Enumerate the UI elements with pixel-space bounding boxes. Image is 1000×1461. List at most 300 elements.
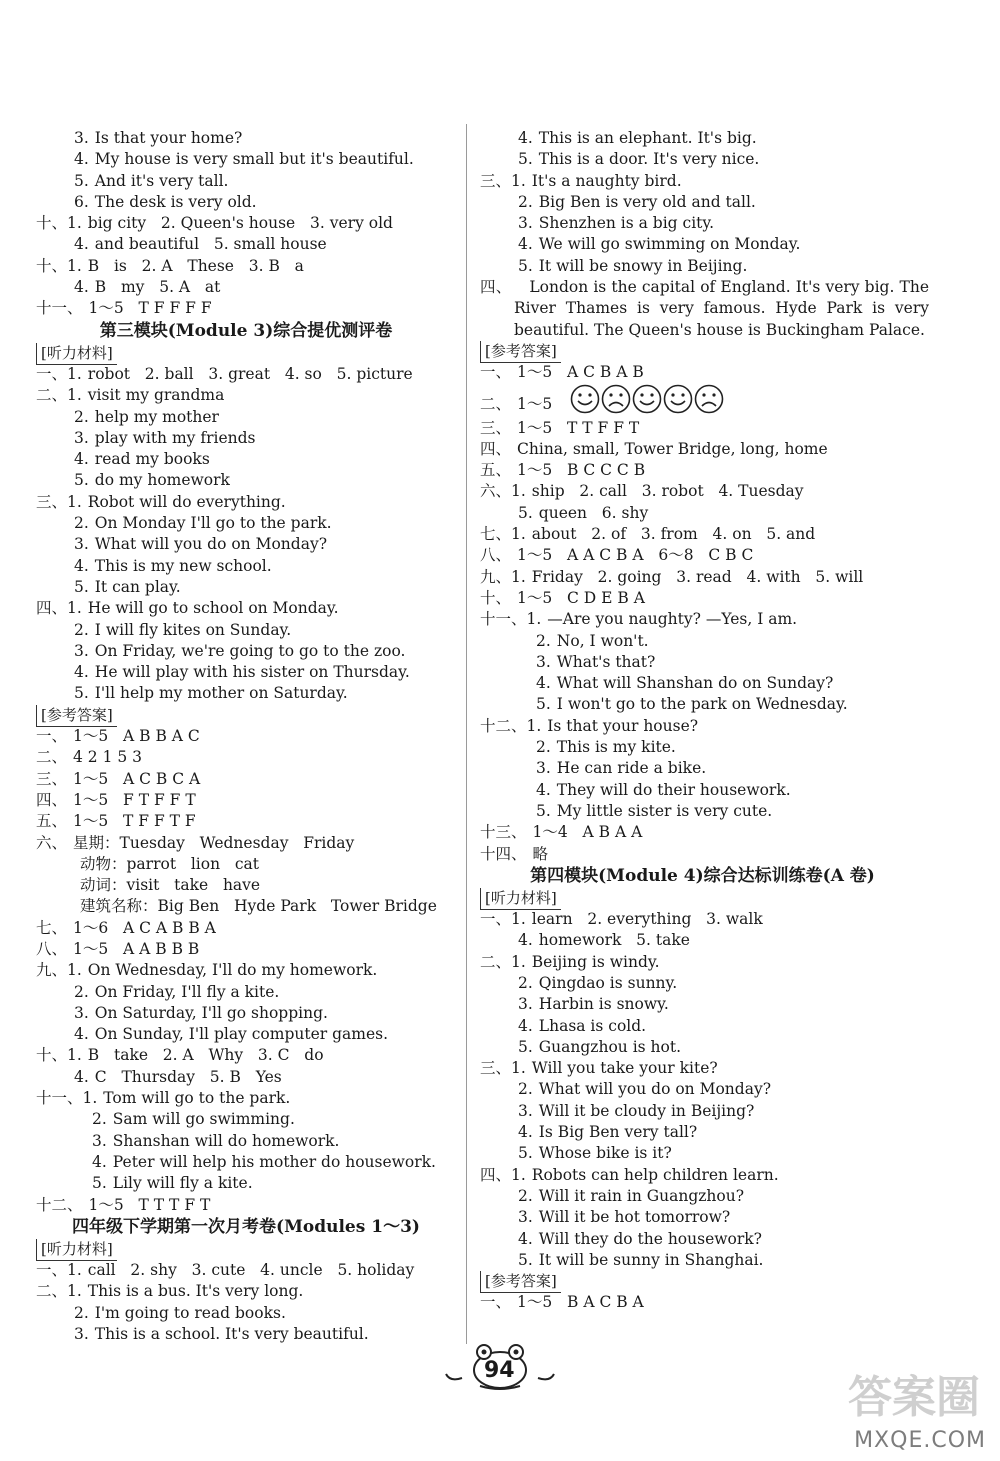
item-number: 四、 bbox=[36, 790, 68, 809]
item-number: 十一、 bbox=[36, 299, 83, 318]
item-text: It's a naughty bird. bbox=[531, 171, 682, 190]
frowny-face-icon bbox=[601, 384, 631, 414]
item-text: He will play with his sister on Thursday. bbox=[94, 663, 410, 682]
item-text: 1～5 C D E B A bbox=[517, 588, 645, 607]
item-text: B is 2. A These 3. B a bbox=[87, 256, 304, 275]
section-tag bbox=[36, 343, 456, 364]
item-text: I won't go to the park on Wednesday. bbox=[556, 695, 848, 714]
item-text: 1～4 A B A A bbox=[532, 823, 643, 842]
answer-line bbox=[480, 822, 925, 843]
item-text: On Wednesday, I'll do my homework. bbox=[87, 961, 378, 980]
item-text: big city 2. Queen's house 3. very old bbox=[87, 214, 393, 233]
item-number: 4. bbox=[74, 450, 89, 469]
item-number: 4. bbox=[74, 1025, 89, 1044]
item-number: 5. bbox=[518, 1250, 533, 1269]
item-number: 2. bbox=[74, 982, 89, 1001]
answer-line bbox=[36, 556, 456, 577]
section-tag-label: [听力材料] bbox=[36, 343, 117, 365]
answer-line bbox=[36, 620, 456, 641]
item-number: 四、1. bbox=[480, 1165, 526, 1184]
answer-line bbox=[36, 1131, 456, 1152]
answer-line bbox=[36, 1088, 456, 1109]
item-number: 5. bbox=[536, 695, 551, 714]
item-text: China, small, Tower Bridge, long, home bbox=[517, 439, 828, 458]
answer-line bbox=[480, 609, 925, 630]
answer-line bbox=[36, 769, 456, 790]
answer-line bbox=[480, 439, 925, 460]
item-number: 五、 bbox=[480, 461, 512, 480]
smiley-face-icon bbox=[663, 384, 693, 414]
answer-line bbox=[36, 1324, 456, 1345]
item-text: What will you do on Monday? bbox=[538, 1080, 772, 1099]
answer-line bbox=[480, 1186, 925, 1207]
item-number: 三、1. bbox=[480, 171, 526, 190]
item-text: This is an elephant. It's big. bbox=[538, 129, 757, 147]
item-number: 4. bbox=[74, 150, 89, 169]
section-tag bbox=[36, 705, 456, 726]
item-number: 一、 bbox=[480, 363, 512, 382]
answer-line bbox=[480, 673, 925, 694]
answer-line bbox=[36, 1109, 456, 1130]
item-text: He can ride a bike. bbox=[556, 759, 707, 778]
item-text: B take 2. A Why 3. C do bbox=[87, 1046, 324, 1065]
item-text: This is a door. It's very nice. bbox=[538, 150, 760, 169]
item-number: 六、 bbox=[36, 833, 68, 852]
section-tag-label: [听力材料] bbox=[480, 888, 561, 910]
answer-line bbox=[36, 149, 456, 170]
answer-line bbox=[36, 192, 456, 213]
answer-line bbox=[480, 460, 925, 481]
item-number: 3. bbox=[92, 1131, 107, 1150]
item-number: 4. bbox=[92, 1152, 107, 1171]
item-number: 3. bbox=[518, 1101, 533, 1120]
item-number: 2. bbox=[536, 631, 551, 650]
item-number: 九、1. bbox=[480, 567, 526, 586]
item-text: Is Big Ben very tall? bbox=[538, 1123, 698, 1142]
item-text: They will do their housework. bbox=[556, 780, 791, 799]
item-text: My little sister is very cute. bbox=[556, 801, 773, 820]
answer-line bbox=[36, 407, 456, 428]
answer-line bbox=[480, 952, 925, 973]
item-number: 一、 bbox=[480, 1293, 512, 1312]
section-title: 四年级下学期第一次月考卷(Modules 1～3) bbox=[72, 1216, 420, 1237]
item-text: This is a bus. It's very long. bbox=[87, 1282, 304, 1301]
item-number: 3. bbox=[74, 641, 89, 660]
answer-line bbox=[480, 524, 925, 545]
answer-line bbox=[36, 171, 456, 192]
answer-line bbox=[480, 844, 925, 865]
answer-line bbox=[36, 790, 456, 811]
item-text: —Are you naughty? —Yes, I am. bbox=[547, 610, 798, 629]
answer-line bbox=[480, 1165, 925, 1186]
item-text: He will go to school on Monday. bbox=[87, 599, 339, 618]
item-number: 2. bbox=[74, 514, 89, 533]
item-number: 5. bbox=[518, 1144, 533, 1163]
item-number: 3. bbox=[536, 759, 551, 778]
item-number: 十一、1. bbox=[480, 610, 542, 629]
answer-line bbox=[36, 875, 456, 896]
section-tag-label: [参考答案] bbox=[480, 341, 561, 363]
answer-line bbox=[480, 1101, 925, 1122]
item-number: 5. bbox=[74, 684, 89, 703]
answer-line bbox=[36, 277, 456, 298]
item-number: 4. bbox=[536, 674, 551, 693]
item-number: 3. bbox=[518, 1208, 533, 1227]
section-tag bbox=[480, 888, 925, 909]
item-number: 四、 bbox=[480, 439, 512, 458]
item-number: 2. bbox=[92, 1110, 107, 1129]
section-tag-label: [听力材料] bbox=[36, 1239, 117, 1261]
item-text: Will it be hot tomorrow? bbox=[538, 1208, 731, 1227]
item-number: 2. bbox=[518, 192, 533, 211]
item-text: 略 bbox=[532, 844, 549, 863]
answer-line bbox=[36, 1045, 456, 1066]
answer-line bbox=[36, 811, 456, 832]
answer-line bbox=[480, 1250, 925, 1271]
item-text: 动词：visit take have bbox=[80, 876, 261, 895]
answer-line bbox=[36, 128, 456, 149]
item-number: 一、1. bbox=[36, 1261, 82, 1280]
item-number: 3. bbox=[518, 214, 533, 233]
answer-line bbox=[36, 854, 456, 875]
answer-line bbox=[480, 780, 925, 801]
item-text: Shenzhen is a big city. bbox=[538, 214, 715, 233]
answer-line bbox=[480, 588, 925, 609]
item-number: 四、 bbox=[480, 278, 512, 297]
item-number: 十一、1. bbox=[36, 1089, 98, 1108]
item-text: Robot will do everything. bbox=[87, 492, 286, 511]
answer-line bbox=[36, 385, 456, 406]
answer-line bbox=[480, 930, 925, 951]
answer-line bbox=[480, 1207, 925, 1228]
item-number: 二、1. bbox=[36, 1282, 82, 1301]
answer-line bbox=[480, 192, 925, 213]
item-number: 十二、 bbox=[36, 1195, 83, 1214]
item-text: read my books bbox=[94, 450, 210, 469]
item-number: 十二、1. bbox=[480, 716, 542, 735]
answer-line bbox=[480, 567, 925, 588]
item-text: Beijing is windy. bbox=[531, 952, 660, 971]
item-text: 4 2 1 5 3 bbox=[73, 748, 143, 767]
answer-line bbox=[36, 364, 456, 385]
item-text: 1～5 A A C B A 6～8 C B C bbox=[517, 546, 754, 565]
answer-line bbox=[36, 896, 456, 917]
item-number: 二、 bbox=[36, 748, 68, 767]
item-text: I'll help my mother on Saturday. bbox=[94, 684, 348, 703]
smiley-face-icon bbox=[632, 384, 662, 414]
answer-line bbox=[480, 213, 925, 234]
answer-line bbox=[36, 683, 456, 704]
section-tag bbox=[480, 1271, 925, 1292]
item-number: 3. bbox=[74, 535, 89, 554]
section-title: 第三模块(Module 3)综合提优测评卷 bbox=[99, 320, 393, 341]
item-text: It will be sunny in Shanghai. bbox=[538, 1250, 764, 1269]
item-number: 三、 bbox=[480, 418, 512, 437]
answer-line bbox=[36, 1260, 456, 1281]
item-text: On Monday I'll go to the park. bbox=[94, 514, 332, 533]
item-number: 二、 bbox=[480, 394, 512, 413]
item-number: 八、 bbox=[480, 546, 512, 565]
answer-line bbox=[36, 470, 456, 491]
answer-line bbox=[36, 747, 456, 768]
answer-line bbox=[480, 149, 925, 170]
item-text: 1～5 T T T F T bbox=[88, 1195, 211, 1214]
item-number: 八、 bbox=[36, 939, 68, 958]
answer-line bbox=[480, 1229, 925, 1250]
item-text: Big Ben is very old and tall. bbox=[538, 192, 756, 211]
item-number: 5. bbox=[74, 577, 89, 596]
item-number: 二、1. bbox=[36, 386, 82, 405]
item-text: 1～6 A C A B B A bbox=[73, 918, 216, 937]
answer-line bbox=[480, 909, 925, 930]
answer-line bbox=[480, 545, 925, 566]
item-text: do my homework bbox=[94, 471, 230, 490]
answer-line bbox=[480, 128, 925, 149]
item-text: 星期：Tuesday Wednesday Friday bbox=[73, 833, 355, 852]
item-number: 五、 bbox=[36, 812, 68, 831]
item-text: Sam will go swimming. bbox=[112, 1110, 295, 1129]
answer-line bbox=[480, 171, 925, 192]
item-text: and beautiful 5. small house bbox=[94, 235, 327, 254]
item-number: 十、1. bbox=[36, 256, 82, 275]
answer-line bbox=[480, 1016, 925, 1037]
answer-line bbox=[480, 384, 925, 418]
watermark-logo: 答案圈 bbox=[848, 1372, 980, 1423]
item-text: Will it be cloudy in Beijing? bbox=[538, 1101, 755, 1120]
answer-line bbox=[480, 1143, 925, 1164]
item-text: I'm going to read books. bbox=[94, 1303, 286, 1322]
item-number: 一、 bbox=[36, 727, 68, 746]
answer-line bbox=[480, 481, 925, 502]
answer-line bbox=[36, 213, 456, 234]
answer-line bbox=[480, 1292, 925, 1313]
section-tag-label: [参考答案] bbox=[480, 1271, 561, 1293]
item-text: Tom will go to the park. bbox=[103, 1089, 291, 1108]
item-number: 三、 bbox=[36, 769, 68, 788]
answer-line bbox=[36, 960, 456, 981]
answer-line bbox=[36, 598, 456, 619]
item-text: No, I won't. bbox=[556, 631, 649, 650]
item-text: Lily will fly a kite. bbox=[112, 1174, 253, 1193]
item-text: This is my kite. bbox=[556, 738, 676, 757]
item-number: 3. bbox=[74, 428, 89, 447]
item-text: homework 5. take bbox=[538, 931, 690, 950]
item-number: 2. bbox=[518, 973, 533, 992]
section-tag bbox=[36, 1239, 456, 1260]
item-text: 1～5 bbox=[517, 394, 553, 413]
item-number: 4. bbox=[518, 129, 533, 147]
answer-line bbox=[480, 973, 925, 994]
item-text: Qingdao is sunny. bbox=[538, 973, 678, 992]
item-text: 1～5 B A C B A bbox=[517, 1293, 644, 1312]
passage-text: London is the capital of England. It's very big. The River Thames is very famous. Hyde Park is very beautiful. The Queen's house is Buckingham Palace. bbox=[514, 278, 929, 339]
section-title: 第四模块(Module 4)综合达标训练卷(A 卷) bbox=[530, 865, 875, 886]
item-number: 5. bbox=[518, 256, 533, 275]
answer-line bbox=[36, 1173, 456, 1194]
answer-line bbox=[36, 298, 456, 319]
item-number: 6. bbox=[74, 192, 89, 211]
item-text: 1～5 T F F T F bbox=[73, 812, 196, 831]
item-text: Is that your house? bbox=[547, 716, 699, 735]
item-number: 三、1. bbox=[36, 492, 82, 511]
section-tag-label: [参考答案] bbox=[36, 705, 117, 727]
item-text: Lhasa is cold. bbox=[538, 1016, 647, 1035]
item-text: Will you take your kite? bbox=[531, 1059, 718, 1078]
item-text: 1～5 B C C C B bbox=[517, 461, 646, 480]
answer-line bbox=[480, 234, 925, 255]
item-text: Friday 2. going 3. read 4. with 5. will bbox=[531, 567, 864, 586]
item-number: 十三、 bbox=[480, 823, 527, 842]
answer-line bbox=[36, 1303, 456, 1324]
answer-line bbox=[36, 492, 456, 513]
answer-line bbox=[480, 1122, 925, 1143]
answer-line bbox=[480, 418, 925, 439]
item-text: ship 2. call 3. robot 4. Tuesday bbox=[531, 482, 804, 501]
item-number: 4. bbox=[518, 931, 533, 950]
answer-line bbox=[36, 577, 456, 598]
passage bbox=[480, 277, 929, 341]
answer-line bbox=[36, 1281, 456, 1302]
item-number: 一、1. bbox=[480, 910, 526, 929]
item-number: 十四、 bbox=[480, 844, 527, 863]
item-number: 4. bbox=[518, 235, 533, 254]
item-number: 2. bbox=[518, 1186, 533, 1205]
item-number: 3. bbox=[518, 995, 533, 1014]
answer-line bbox=[480, 801, 925, 822]
item-text: Whose bike is it? bbox=[538, 1144, 672, 1163]
answer-line bbox=[36, 833, 456, 854]
answer-line bbox=[36, 1195, 456, 1216]
answer-line bbox=[480, 1079, 925, 1100]
item-text: This is a school. It's very beautiful. bbox=[94, 1325, 369, 1344]
item-number: 九、1. bbox=[36, 961, 82, 980]
item-number: 4. bbox=[74, 278, 89, 297]
answer-line bbox=[36, 428, 456, 449]
item-number: 六、1. bbox=[480, 482, 526, 501]
item-text: Peter will help his mother do housework. bbox=[112, 1152, 436, 1171]
answer-line bbox=[480, 362, 925, 383]
item-number: 5. bbox=[536, 801, 551, 820]
item-text: 1～5 T T F F T bbox=[517, 418, 640, 437]
item-text: 1～5 A C B C A bbox=[73, 769, 201, 788]
item-number: 2. bbox=[518, 1080, 533, 1099]
frowny-face-icon bbox=[694, 384, 724, 414]
item-number: 5. bbox=[518, 503, 533, 522]
item-text: learn 2. everything 3. walk bbox=[531, 910, 763, 929]
item-number: 七、 bbox=[36, 918, 68, 937]
item-text: We will go swimming on Monday. bbox=[538, 235, 801, 254]
item-number: 2. bbox=[74, 1303, 89, 1322]
item-text: Will it rain in Guangzhou? bbox=[538, 1186, 745, 1205]
answer-line bbox=[36, 939, 456, 960]
answer-line bbox=[480, 631, 925, 652]
item-text: play with my friends bbox=[94, 428, 256, 447]
item-number: 4. bbox=[74, 556, 89, 575]
answer-line bbox=[36, 641, 456, 662]
item-text: I will fly kites on Sunday. bbox=[94, 620, 292, 639]
answer-line bbox=[36, 982, 456, 1003]
answer-line bbox=[480, 737, 925, 758]
item-text: Is that your home? bbox=[94, 129, 243, 147]
item-number: 2. bbox=[536, 738, 551, 757]
answer-line bbox=[480, 694, 925, 715]
answer-line bbox=[480, 652, 925, 673]
item-number: 4. bbox=[518, 1123, 533, 1142]
item-number: 2. bbox=[74, 620, 89, 639]
item-number: 3. bbox=[74, 129, 89, 147]
item-text: The desk is very old. bbox=[94, 192, 257, 211]
item-number: 3. bbox=[74, 1325, 89, 1344]
item-number: 三、1. bbox=[480, 1059, 526, 1078]
item-text: C Thursday 5. B Yes bbox=[94, 1067, 282, 1086]
column-divider bbox=[466, 124, 467, 1344]
item-text: On Sunday, I'll play computer games. bbox=[94, 1025, 389, 1044]
item-number: 二、1. bbox=[480, 952, 526, 971]
answer-line bbox=[36, 449, 456, 470]
item-number: 2. bbox=[74, 407, 89, 426]
item-number: 3. bbox=[536, 652, 551, 671]
item-number: 一、1. bbox=[36, 364, 82, 383]
item-text: queen 6. shy bbox=[538, 503, 649, 522]
page-number: 94 bbox=[484, 1358, 515, 1383]
item-text: 1～5 A A B B B bbox=[73, 939, 200, 958]
answer-line bbox=[480, 256, 925, 277]
item-text: What will you do on Monday? bbox=[94, 535, 328, 554]
item-text: 建筑名称：Big Ben Hyde Park Tower Bridge bbox=[80, 897, 437, 916]
item-number: 十、 bbox=[480, 588, 512, 607]
answer-line bbox=[480, 503, 925, 524]
answer-line bbox=[36, 234, 456, 255]
item-text: robot 2. ball 3. great 4. so 5. picture bbox=[87, 364, 413, 383]
watermark bbox=[796, 1363, 986, 1453]
smiley-face-icon bbox=[570, 384, 600, 414]
page-number-badge bbox=[440, 1342, 560, 1392]
item-number: 4. bbox=[74, 235, 89, 254]
item-text: Robots can help children learn. bbox=[531, 1165, 779, 1184]
item-text: 1～5 T F F F F bbox=[88, 299, 212, 318]
item-text: On Saturday, I'll go shopping. bbox=[94, 1003, 328, 1022]
item-number: 5. bbox=[74, 471, 89, 490]
item-number: 七、1. bbox=[480, 525, 526, 544]
item-number: 5. bbox=[518, 1037, 533, 1056]
item-text: Guangzhou is hot. bbox=[538, 1037, 682, 1056]
item-number: 5. bbox=[74, 171, 89, 190]
item-text: B my 5. A at bbox=[94, 278, 221, 297]
item-number: 4. bbox=[74, 663, 89, 682]
item-text: Will they do the housework? bbox=[538, 1229, 762, 1248]
answer-line bbox=[36, 1003, 456, 1024]
item-text: visit my grandma bbox=[87, 386, 225, 405]
item-text: What's that? bbox=[556, 652, 656, 671]
item-number: 十、1. bbox=[36, 214, 82, 233]
item-text: 1～5 A B B A C bbox=[73, 727, 200, 746]
item-text: It can play. bbox=[94, 577, 181, 596]
answer-line bbox=[480, 1037, 925, 1058]
item-text: On Friday, we're going to go to the zoo. bbox=[94, 641, 406, 660]
item-text: about 2. of 3. from 4. on 5. and bbox=[531, 525, 816, 544]
item-number: 4. bbox=[74, 1067, 89, 1086]
watermark-url: MXQE.COM bbox=[854, 1428, 986, 1453]
item-text: 动物：parrot lion cat bbox=[80, 854, 259, 873]
item-number: 十、1. bbox=[36, 1046, 82, 1065]
item-number: 3. bbox=[74, 1003, 89, 1022]
item-number: 4. bbox=[536, 780, 551, 799]
item-text: 1～5 A C B A B bbox=[517, 363, 644, 382]
answer-line bbox=[480, 758, 925, 779]
answer-line bbox=[36, 1067, 456, 1088]
item-number: 4. bbox=[518, 1229, 533, 1248]
right-column bbox=[480, 128, 929, 1314]
